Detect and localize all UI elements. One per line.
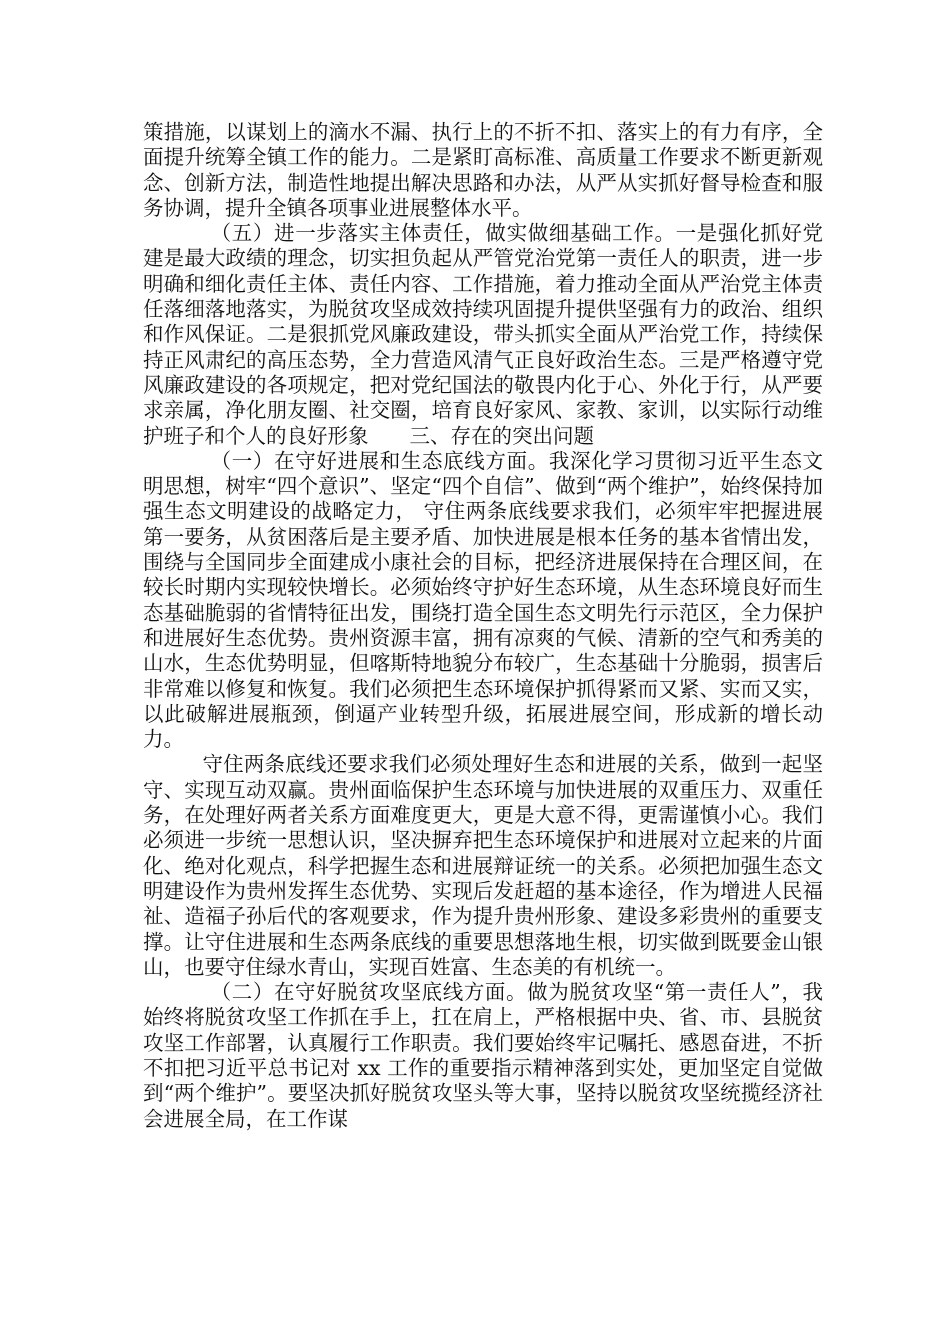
paragraph-section-five: （五）进一步落实主体责任，做实做细基础工作。一是强化抓好党建是最大政绩的理念，切实担负起从严管党治党第一责任人的职责，进一步明确和细化责任主体、责任内容、工作措施，着力推动全面从严治党主体责任落细落地落实，为脱贫攻坚成效持续巩固提升提供坚强有力的政治、组织和作风保证。二是狠抓党风廉政建设，带头抓实全面从严治党工作，持续保持正风肃纪的高压态势，全力营造风清气正良好政治生态。三是严格遵守党风廉政建设的各项规定，把对党纪国法的敬畏内化于心、外化于行，从严要求亲属，净化朋友圈、社交圈，培育良好家风、家教、家训，以实际行动维护班子和个人的良好形象 三、存在的突出问题 [143,221,823,448]
paragraph-issue-one: （一）在守好进展和生态底线方面。我深化学习贯彻习近平生态文明思想，树牢“四个意识”、坚定“四个自信”、做到“两个维护”，始终保持加强生态文明建设的战略定力， 守住两条底线要求我们，必须牢牢把握进展第一要务，从贫困落后是主要矛盾、加快进展是根本任务的基本省情出发，围绕与全国同步全面建成小康社会的目标，把经济进展保持在合理区间，在较长时期内实现较快增长。必须始终守护好生态环境，从生态环境良好而生态基础脆弱的省情特征出发，围绕打造全国生态文明先行示范区，全力保护和进展好生态优势。贵州资源丰富，拥有凉爽的气候、清新的空气和秀美的山水，生态优势明显，但喀斯特地貌分布较广，生态基础十分脆弱，损害后非常难以修复和恢复。我们必须把生态环境保护抓得紧而又紧、实而又实，以此破解进展瓶颈，倒逼产业转型升级，拓展进展空间，形成新的增长动力。 [143,448,823,752]
paragraph-two-baselines: 守住两条底线还要求我们必须处理好生态和进展的关系，做到一起坚守、实现互动双赢。贵州面临保护生态环境与加快进展的双重压力、双重任务，在处理好两者关系方面难度更大，更是大意不得，更需谨慎小心。我们必须进一步统一思想认识，坚决摒弃把生态环境保护和进展对立起来的片面化、绝对化观点，科学把握生态和进展辩证统一的关系。必须把加强生态文明建设作为贵州发挥生态优势、实现后发赶超的基本途径，作为增进人民福祉、造福子孙后代的客观要求，作为提升贵州形象、建设多彩贵州的重要支撑。让守住进展和生态两条底线的重要思想落地生根，切实做到既要金山银山，也要守住绿水青山，实现百姓富、生态美的有机统一。 [143,752,823,979]
document-body [143,120,823,1132]
paragraph-continuation: 策措施，以谋划上的滴水不漏、执行上的不折不扣、落实上的有力有序，全面提升统筹全镇工作的能力。二是紧盯高标准、高质量工作要求不断更新观念、创新方法，制造性地提出解决思路和办法，从严从实抓好督导检查和服务协调，提升全镇各项事业进展整体水平。 [143,120,823,220]
paragraph-issue-two: （二）在守好脱贫攻坚底线方面。做为脱贫攻坚“第一责任人”，我始终将脱贫攻坚工作抓在手上，扛在肩上，严格根据中央、省、市、县脱贫攻坚工作部署，认真履行工作职责。我们要始终牢记嘱托、感恩奋进，不折不扣把习近平总书记对 xx 工作的重要指示精神落到实处，更加坚定自觉做到“两个维护”。要坚决抓好脱贫攻坚头等大事，坚持以脱贫攻坚统揽经济社会进展全局，在工作谋 [143,980,823,1131]
